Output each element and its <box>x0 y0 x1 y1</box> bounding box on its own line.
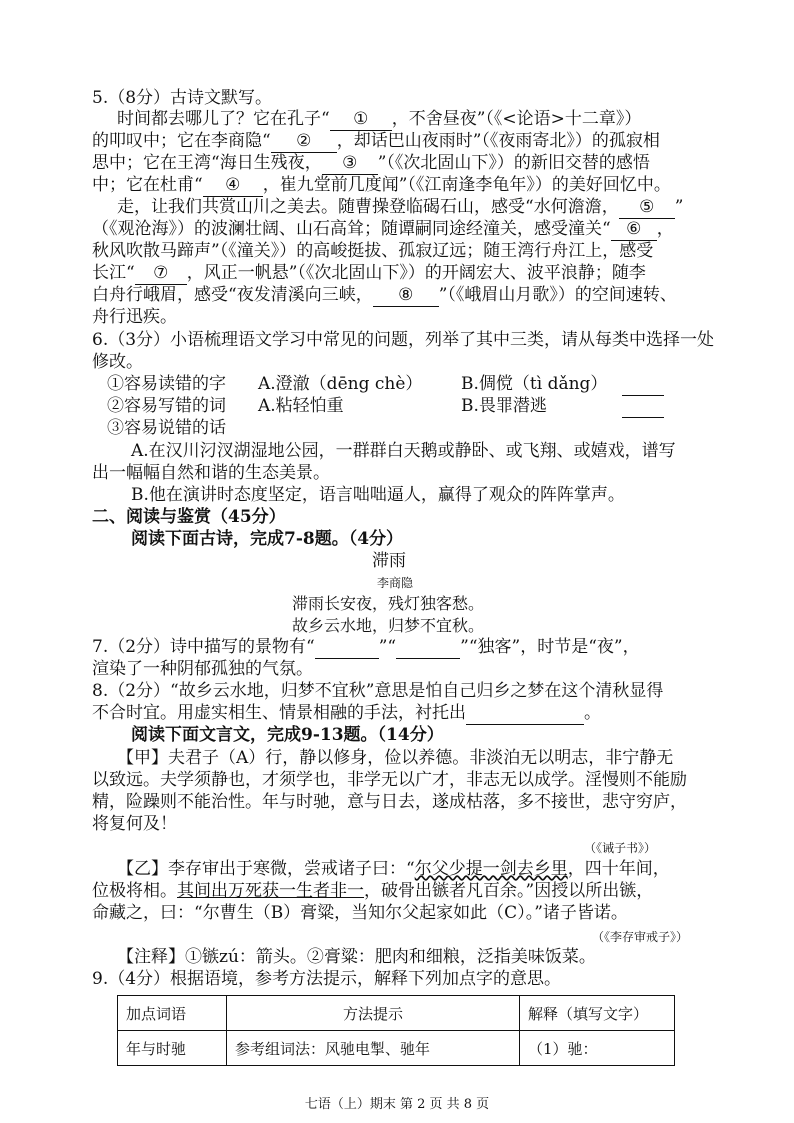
q5-text: ，不舍昼夜”（《<论语>十二章》） <box>391 109 642 129</box>
q5-text: 的叩叹中；它在李商隐“ <box>92 131 271 151</box>
q5-text: ，风正一帆悬”（《次北固山下》）的开阔宏大、波平浪静；随李 <box>186 263 646 283</box>
q5-line <box>92 153 650 175</box>
passage-yi: 命藏之，曰：“尔曹生（B）膏粱，当知尔父起家如此（C）。”诸子皆诺。 <box>92 903 628 923</box>
page-footer: 七语（上）期末 第 2 页 共 8 页 <box>304 1097 490 1112</box>
poem-line: 故乡云水地，归梦不宜秋。 <box>292 616 485 635</box>
q8-text: 不合时宜。用虚实相生、情景相融的手法，衬托出 <box>92 703 466 723</box>
table-header-cell: 方法提示 <box>227 996 520 1031</box>
table-header-cell: 加点词语 <box>118 996 227 1031</box>
q5-line <box>92 131 660 153</box>
q5-line <box>92 241 653 262</box>
passage-jia: 将复何及！ <box>92 814 177 834</box>
answer-blank[interactable]: ⑤ <box>619 197 675 219</box>
q5-text: ”（《峨眉山月歌》）的空间速转、 <box>438 285 677 305</box>
q5-text: 舟行迅疾。 <box>92 307 177 327</box>
q5-text: 5.（8分）古诗文默写。 <box>92 88 273 108</box>
underlined-sentence: 其间出万死获一生者非一 <box>177 881 364 901</box>
yi-text: ，破骨出镞者凡百余。”因授以所出镞， <box>364 881 654 901</box>
q6-option-b: B.倜傥（tì dǎng） <box>461 374 608 394</box>
passage-source: （《诫子书》） <box>584 841 657 855</box>
q6-heading: 6.（3分）小语梳理语文学习中常见的问题，列举了其中三类，请从每类中选择一处 <box>92 330 715 350</box>
q5-line <box>92 263 646 285</box>
passage-jia: 以致远。夫学须静也，才须学也，非学无以广才，非志无以成学。淫慢则不能励 <box>92 770 687 790</box>
wavy-underlined-sentence: 尔父少提一剑去乡里 <box>414 859 568 879</box>
q5-text: 秋风吹散马蹄声”（《潼关》）的高峻挺拔、孤寂辽远；随王湾行舟江上，感受 <box>92 241 654 261</box>
q9-table <box>117 995 675 1066</box>
q7-line: 渲染了一种阴郁孤独的气氛。 <box>92 659 313 679</box>
poem-author: 李商隐 <box>377 576 414 590</box>
annotation-note: 【注释】①镞zú：箭头。②膏粱：肥肉和细粮，泛指美味饭菜。 <box>117 947 596 967</box>
poem-intro: 阅读下面古诗，完成7-8题。（4分） <box>131 529 404 549</box>
q5-text: ， <box>656 219 674 239</box>
q6-cat-2: ②容易写错的词 <box>107 396 226 416</box>
table-cell: 参考组词法：风驰电掣、驰年 <box>227 1031 520 1066</box>
answer-blank[interactable]: ⑥ <box>611 219 657 241</box>
q5-text: ，却话巴山夜雨时”（《夜雨寄北》）的孤寂相 <box>336 131 660 151</box>
table-header-row <box>118 996 675 1031</box>
q5-text: ”（《次北固山下》）的新旧交替的感悟 <box>377 153 650 173</box>
q5-line <box>117 197 683 219</box>
q5-heading <box>92 88 272 109</box>
q8-text: 。 <box>584 703 601 723</box>
q5-text: 思中；它在王湾“海日生残夜， <box>92 153 322 173</box>
answer-cell[interactable]: （1）驰： <box>520 1031 675 1066</box>
answer-blank[interactable]: ④ <box>203 175 263 197</box>
q6-option-b: B.畏罪潜逃 <box>461 396 547 416</box>
q6-line: 修改。 <box>92 352 143 372</box>
q8-heading: 8.（2分）“故乡云水地，归梦不宜秋”意思是怕自己归乡之梦在这个清秋显得 <box>92 681 664 701</box>
q6-sentence-b: B.他在演讲时态度坚定，语言咄咄逼人，赢得了观众的阵阵掌声。 <box>131 485 625 505</box>
answer-blank[interactable]: ② <box>271 131 337 153</box>
passage-jia: 精，险躁则不能治性。年与时驰，意与日去，遂成枯落，多不接世，悲守穷庐， <box>92 792 687 812</box>
q6-option-a: A.粘轻怕重 <box>258 396 344 416</box>
passage-yi <box>92 881 653 902</box>
poem-title: 滞雨 <box>372 551 406 571</box>
passage-jia: 【甲】夫君子（A）行，静以修身，俭以养德。非淡泊无以明志，非宁静无 <box>117 748 674 768</box>
table-header-cell: 解释（填写文字） <box>520 996 675 1031</box>
q5-text: 时间都去哪儿了？它在孔子“ <box>117 109 330 129</box>
q6-option-a: A.澄澈（dēng chè） <box>258 374 423 394</box>
q5-text: 走，让我们共赏山川之美去。随曹操登临碣石山，感受“水何澹澹， <box>117 197 619 217</box>
yi-text: ，四十年间， <box>567 859 670 879</box>
q5-text: 中；它在杜甫“ <box>92 175 203 195</box>
poem-line: 滞雨长安夜，残灯独客愁。 <box>292 594 485 613</box>
q6-sentence-a: A.在汉川汈汊湖湿地公园，一群群白天鹅或静卧、或飞翔、或嬉戏，谱写 <box>131 441 676 461</box>
q5-text: 白舟行峨眉，感受“夜发清溪向三峡， <box>92 285 373 305</box>
q5-text: （《观沧海》）的波澜壮阔、山石高耸；随谭嗣同途经潼关，感受潼关“ <box>92 219 611 239</box>
yi-text: 【乙】李存审出于寒微，尝戒诸子曰：“ <box>117 859 415 879</box>
q5-text: ” <box>674 197 684 217</box>
answer-blank[interactable]: ① <box>330 109 392 131</box>
q7-text: 7.（2分）诗中描写的景物有“ <box>92 637 315 657</box>
answer-blank[interactable] <box>396 637 460 659</box>
answer-blank[interactable]: ⑧ <box>373 285 439 307</box>
q5-line <box>92 175 671 197</box>
q5-text: ，崔九堂前几度闻”（《江南逢李龟年》）的美好回忆中。 <box>262 175 671 195</box>
q7-text: ”“ <box>378 637 397 657</box>
q5-line <box>117 109 641 131</box>
q5-line <box>92 307 177 328</box>
q5-line <box>92 219 674 241</box>
answer-blank[interactable] <box>466 703 584 725</box>
q7-text: ”“独客”，时节是“夜”， <box>460 637 640 657</box>
passage-yi <box>117 859 670 880</box>
q9-heading: 9.（4分）根据语境，参考方法提示，解释下列加点字的意思。 <box>92 969 562 989</box>
table-cell: 年与时驰 <box>118 1031 227 1066</box>
q6-sentence-a: 出一幅幅自然和谐的生态美景。 <box>92 463 330 483</box>
section-title: 二、阅读与鉴赏（45分） <box>92 507 286 527</box>
q7-heading <box>92 637 640 659</box>
passage-source: （《李存审戒子》） <box>592 930 689 944</box>
q8-line <box>92 703 601 725</box>
yi-text: 位极将相。 <box>92 881 177 901</box>
answer-blank[interactable]: ③ <box>322 153 378 175</box>
q5-line <box>92 285 677 307</box>
q6-cat-1: ①容易读错的字 <box>107 374 226 394</box>
answer-blank[interactable]: ⑦ <box>135 263 187 285</box>
q6-cat-3: ③容易说错的话 <box>107 418 226 438</box>
table-row <box>118 1031 675 1066</box>
q5-text: 长江“ <box>92 263 135 283</box>
answer-blank[interactable] <box>622 374 664 396</box>
answer-blank[interactable] <box>315 637 379 659</box>
passage-intro: 阅读下面文言文，完成9-13题。（14分） <box>131 725 444 745</box>
answer-blank[interactable] <box>622 396 664 418</box>
